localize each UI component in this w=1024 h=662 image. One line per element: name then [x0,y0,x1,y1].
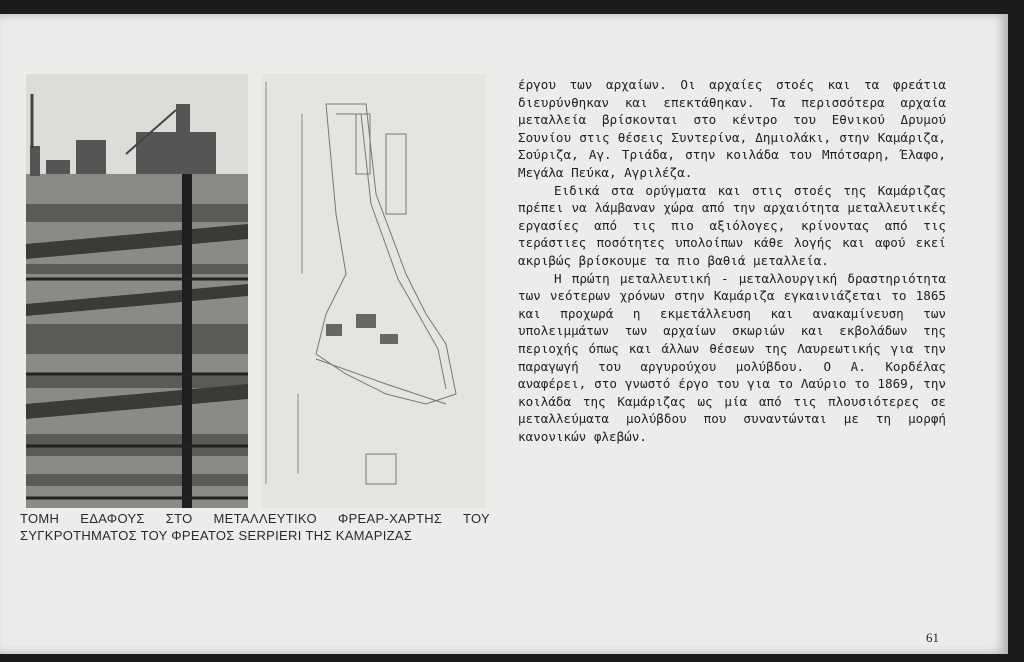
body-text-column [518,76,946,445]
figure-caption: ΤΟΜΗ ΕΔΑΦΟΥΣ ΣΤΟ ΜΕΤΑΛΛΕΥΤΙΚΟ ΦΡΕΑΡ-ΧΑΡΤΗΣ ΤΟΥ ΣΥΓΚΡΟΤΗΜΑΤΟΣ ΤΟΥ ΦΡΕΑΤΟΣ SERPIERI ΤΗΣ ΚΑΜΑΡΙΖΑΣ [20,511,490,543]
mine-section-and-map-figure [26,74,486,510]
figure-illustration [26,74,486,510]
paragraph-3: Η πρώτη μεταλλευτική - μεταλλουργική δραστηριότητα των νεότερων χρόνων στην Καμάριζα εγκαινιάζεται το 1865 και προχωρά η εκμετάλλευση και ανακαμίνευση των υπολειμμάτων των αρχαίων σκωριών και εκβολάδων της περιοχής όπως και άλλων θέσεων της Λαυρεωτικής για την παραγωγή του αργυρούχου μολύβδου. Ο Α. Κορδέλας αναφέρει, στο γνωστό έργο του για το Λαύριο το 1869, την κοιλάδα της Καμάριζας ως μία από τις πλουσιότερες σε μεταλλεύματα μολύβδου που συναντώνται με τη μορφή κανονικών φλεβών. [518,270,946,444]
paragraph-1: έργου των αρχαίων. Οι αρχαίες στοές και τα φρεάτια διευρύνθηκαν και επεκτάθηκαν. Τα περισσότερα αρχαία μεταλλεία βρίσκονται στο κέντρο του Εθνικού Δρυμού Σουνίου στις θέσεις Συντερίνα, Δημιολάκι, στην Καμάριζα, Σούριζα, Αγ. Τριάδα, στην κοιλάδα του Μπότσαρη, Έλαφο, Μεγάλα Πεύκα, Αγριλέζα. [518,77,946,180]
book-page [0,14,1008,654]
paragraph-2: Ειδικά στα ορύγματα και στις στοές της Καμάριζας πρέπει να λάμβαναν χώρα από την αρχαιότητα μεταλλευτικές εργασίες από τις πιο αξιόλογες, κρίνοντας από τις τεράστιες ποσότητες υπολοίπων κάθε λογής και αφού εκεί ακριβώς βρίσκουμε τα πιο βαθιά μεταλλεία. [518,182,946,268]
page-number: 61 [926,630,939,645]
